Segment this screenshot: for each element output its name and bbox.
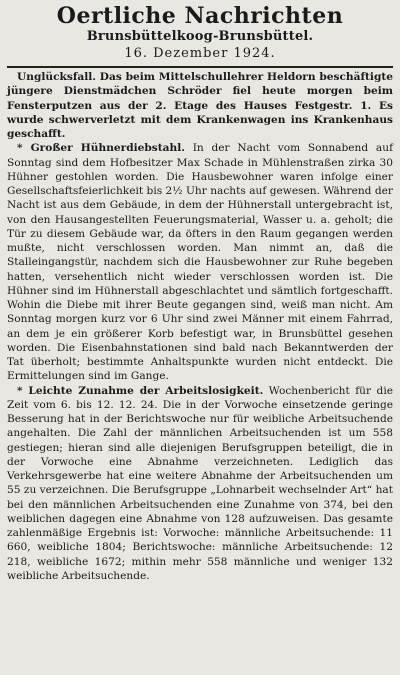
article-accident <box>7 70 393 141</box>
article-body <box>7 70 393 583</box>
header-rule <box>7 66 393 68</box>
article-heading: * Großer Hühnerdiebstahl. <box>17 142 185 155</box>
article-text: Das beim Mittelschullehrer Heldorn beschäftigte jüngere Dienstmädchen Schröder fiel heute morgen beim Fensterputzen aus der 2. Etage des Hauses Festgestr. 1. Es wurde schwerverletzt mit dem Krankenwagen ins Krankenhaus geschafft. <box>7 71 393 140</box>
article-chicken-theft <box>7 141 393 383</box>
article-heading: * Leichte Zunahme der Arbeitslosigkeit. <box>17 384 264 397</box>
date-line: 16. Dezember 1924. <box>124 46 276 61</box>
article-unemployment <box>7 384 393 584</box>
section-title: Oertliche Nachrichten <box>56 3 344 29</box>
article-heading: Unglücksfall. <box>17 71 96 83</box>
locality-line: Brunsbüttelkoog-Brunsbüttel. <box>86 29 314 44</box>
masthead <box>7 3 393 63</box>
article-text: In der Nacht vom Sonnabend auf Sonntag sind dem Hofbesitzer Max Schade in Mühlenstraßen zirka 30 Hühner gestohlen worden. Die Hausbewohner waren infolge einer Gesellschaftsfeierlichkeit bis 2½ Uhr nachts auf gewesen. Während der Nacht ist aus dem Gebäude, in dem der Hühnerstall untergebracht ist, von den Hausangestellten Feuerungsmaterial, Wasser u. a. geholt; die Tür zu diesem Gebäude war, da öfters in den Raum gegangen werden mußte, nicht verschlossen worden. Man nimmt an, daß die Stalleingangstür, nachdem sich die Hausbewohner zur Ruhe begeben hatten, versehentlich nicht wieder verschlossen worden ist. Die Hühner sind im Hühnerstall abgeschlachtet und sämtlich fortgeschafft. Wohin die Diebe mit ihrer Beute gegangen sind, weiß man nicht. Am Sonntag morgen kurz vor 6 Uhr sind zwei Männer mit einem Fahrrad, an dem je ein größerer Korb befestigt war, in Brunsbüttel gesehen worden. Die Eisenbahnstationen sind bald nach Bekanntwerden der Tat überholt; bestimmte Anhaltspunkte wurden nicht entdeckt. Die Ermittelungen sind im Gange. <box>7 142 393 383</box>
article-text: Wochenbericht für die Zeit vom 6. bis 12. 12. 24. Die in der Vorwoche einsetzende geringe Besserung hat in der Berichtswoche nur für weibliche Arbeitsuchende angehalten. Die Zahl der männlichen Arbeitsuchenden ist um 558 gestiegen; hieran sind alle diejenigen Berufsgruppen beteiligt, die in der Vorwoche eine Abnahme verzeichneten. Lediglich das Verkehrsgewerbe hat eine weitere Abnahme der Arbeitsuchenden um 55 zu verzeichnen. Die Berufsgruppe „Lohnarbeit wechselnder Art“ hat bei den männlichen Arbeitsuchenden eine Zunahme von 374, bei den weiblichen dagegen eine Abnahme von 128 aufzuweisen. Das gesamte zahlenmäßige Ergebnis ist: Vorwoche: männliche Arbeitsuchende: 11 660, weibliche 1804; Berichtswoche: männliche Arbeitsuchende: 12 218, weibliche 1672; mithin mehr 558 männliche und weniger 132 weibliche Arbeitsuchende. <box>7 384 393 582</box>
